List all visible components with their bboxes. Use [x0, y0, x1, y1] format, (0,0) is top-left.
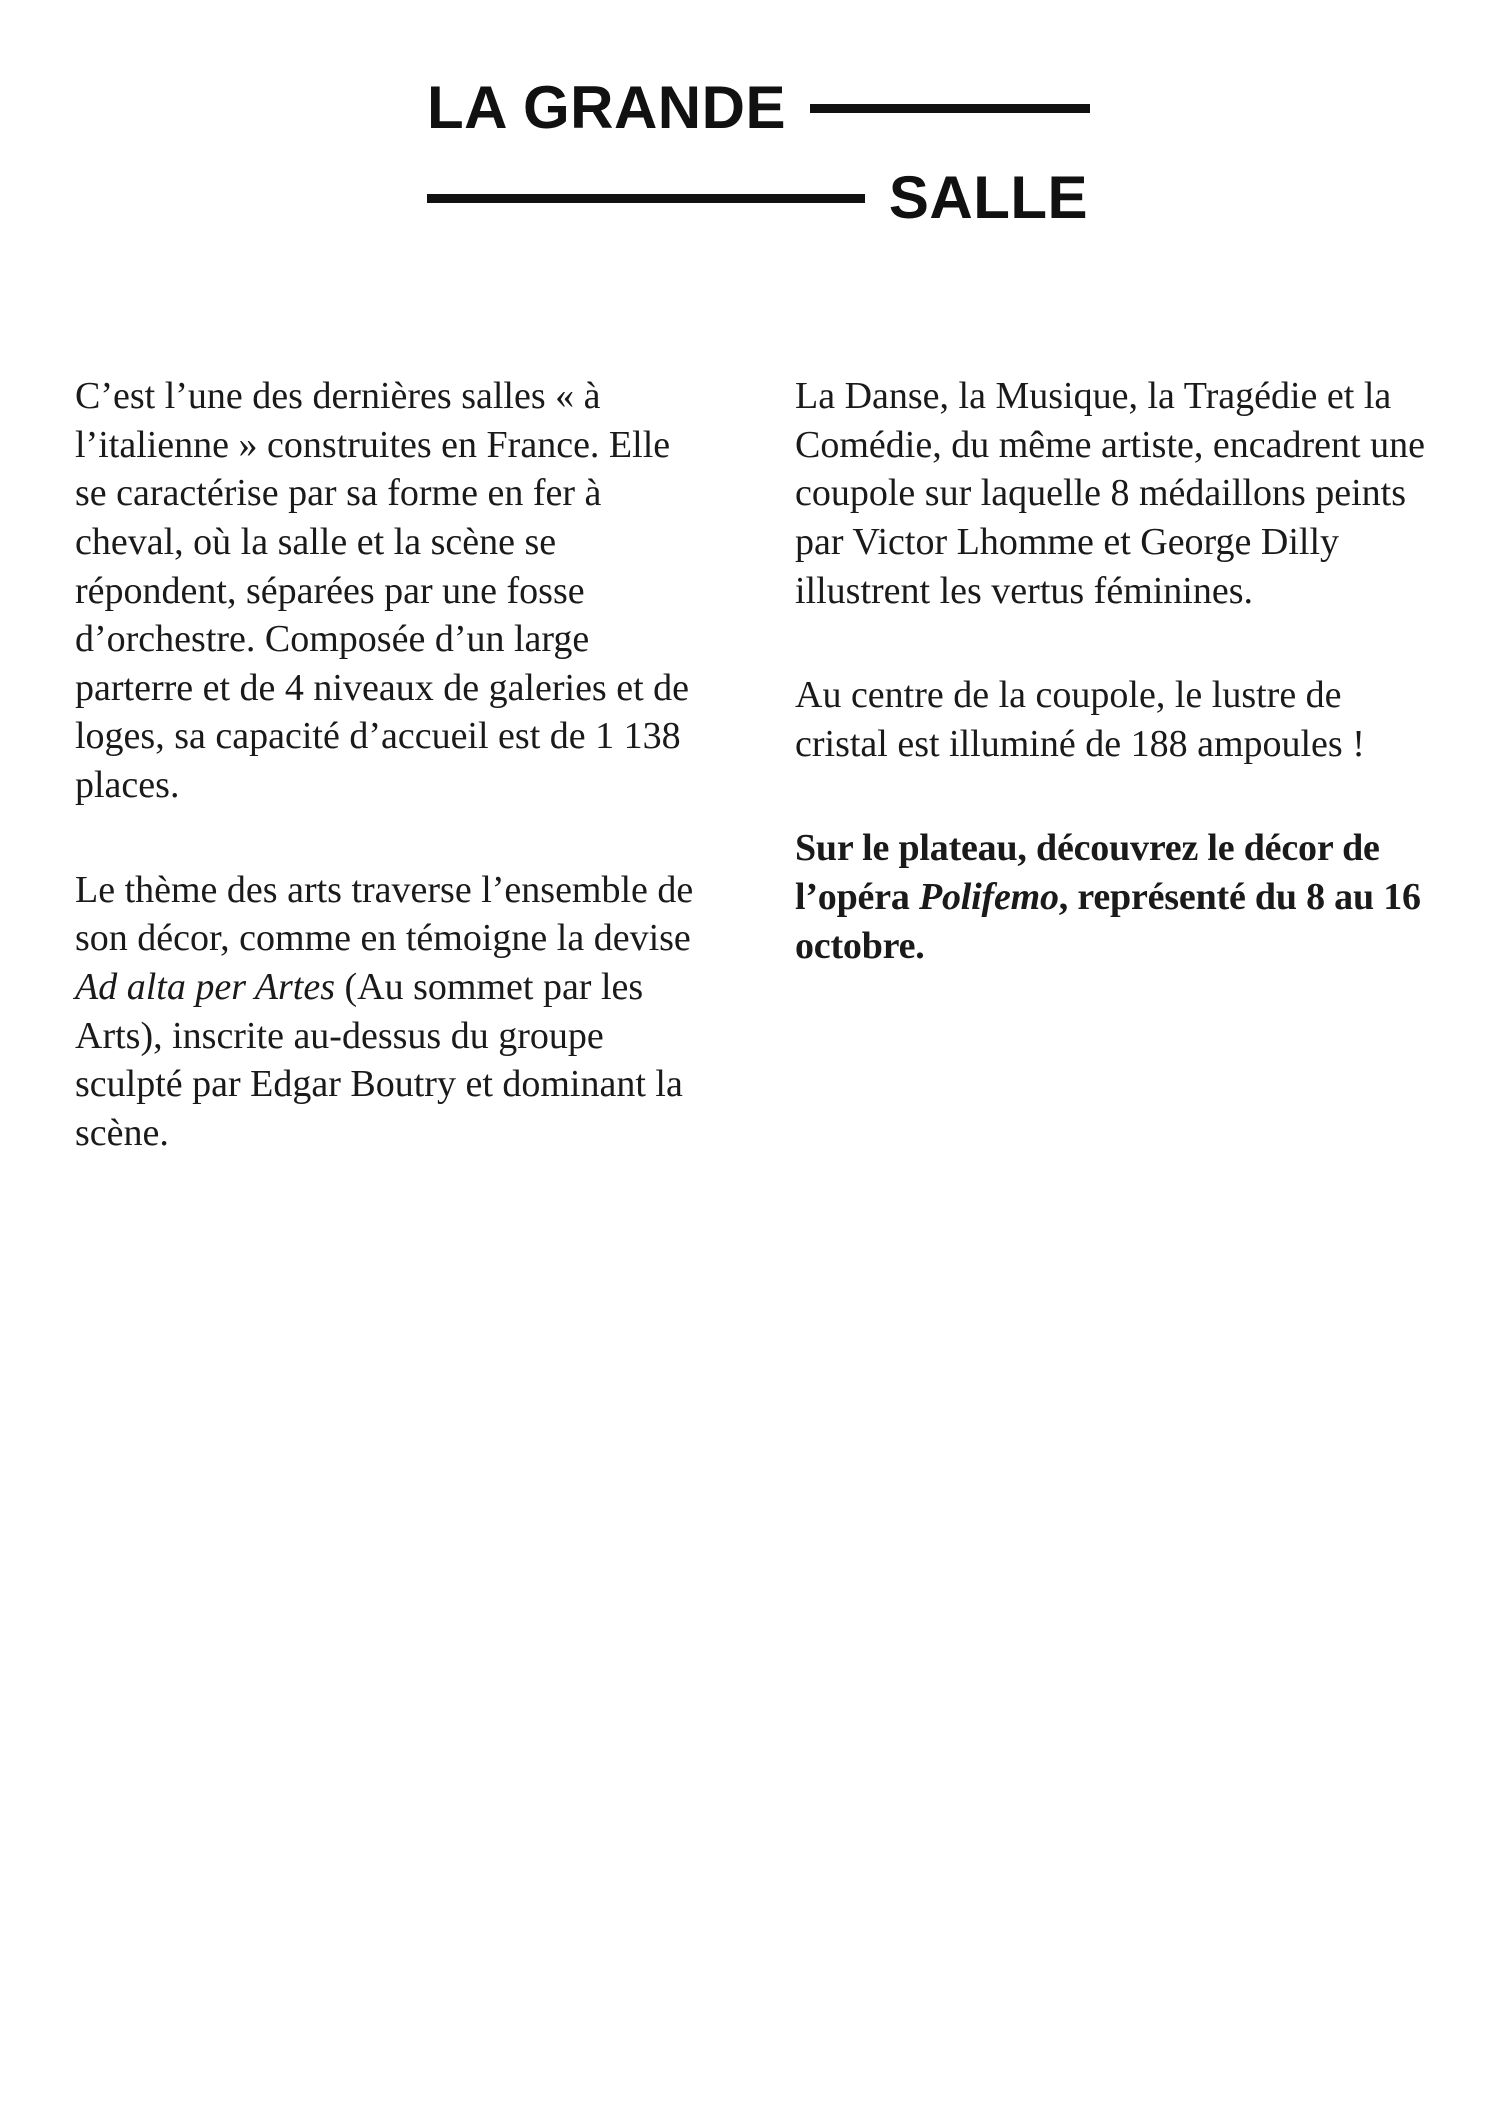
- paragraph-spacer: [795, 768, 1425, 824]
- body-columns: [75, 372, 1425, 1157]
- column-left: [75, 372, 705, 1157]
- left-paragraph-2-motto: Ad alta per Artes: [75, 965, 336, 1008]
- column-right: [795, 372, 1425, 1157]
- left-paragraph-1: C’est l’une des dernières salles « à l’italienne » construites en France. Elle se caractérise par sa forme en fer à cheval, où la salle et la scène se répondent, séparées par une fosse d’orchestre. Composée d’un large parterre et de 4 niveaux de galeries et de loges, sa capacité d’accueil est de 1 138 places.: [75, 375, 690, 806]
- left-paragraph-2-part1: Le thème des arts traverse l’ensemble de son décor, comme en témoigne la devise: [75, 868, 694, 960]
- right-highlight-note: [795, 824, 1425, 970]
- highlight-part1: Sur le plateau, découvrez le décor de l’opéra: [795, 827, 1380, 918]
- title-rule-right: [810, 104, 1090, 113]
- paragraph-spacer: [795, 615, 1425, 671]
- title-word-salle: SALLE: [888, 164, 1089, 231]
- highlight-opera-title: Polifemo: [918, 876, 1059, 918]
- left-paragraph-2: [75, 866, 705, 1158]
- page-title: [0, 0, 1497, 231]
- title-rule-left: [427, 194, 865, 203]
- left-paragraph-2-part2: (Au sommet par les Arts), inscrite au-dessus du groupe sculpté par Edgar Boutry et dominant la scène.: [75, 965, 683, 1154]
- right-paragraph-1: La Danse, la Musique, la Tragédie et la Comédie, du même artiste, encadrent une coupole sur laquelle 8 médaillons peints par Victor Lhomme et George Dilly illustrent les vertus féminines.: [795, 375, 1425, 612]
- title-line-1: [0, 74, 1497, 141]
- title-word-la-grande: LA GRANDE: [427, 74, 786, 141]
- right-paragraph-2: Au centre de la coupole, le lustre de cristal est illuminé de 188 ampoules !: [795, 674, 1365, 765]
- title-line-2: [0, 164, 1497, 231]
- paragraph-spacer: [75, 810, 705, 866]
- highlight-part2: , représenté du 8 au 16 octobre.: [795, 876, 1421, 967]
